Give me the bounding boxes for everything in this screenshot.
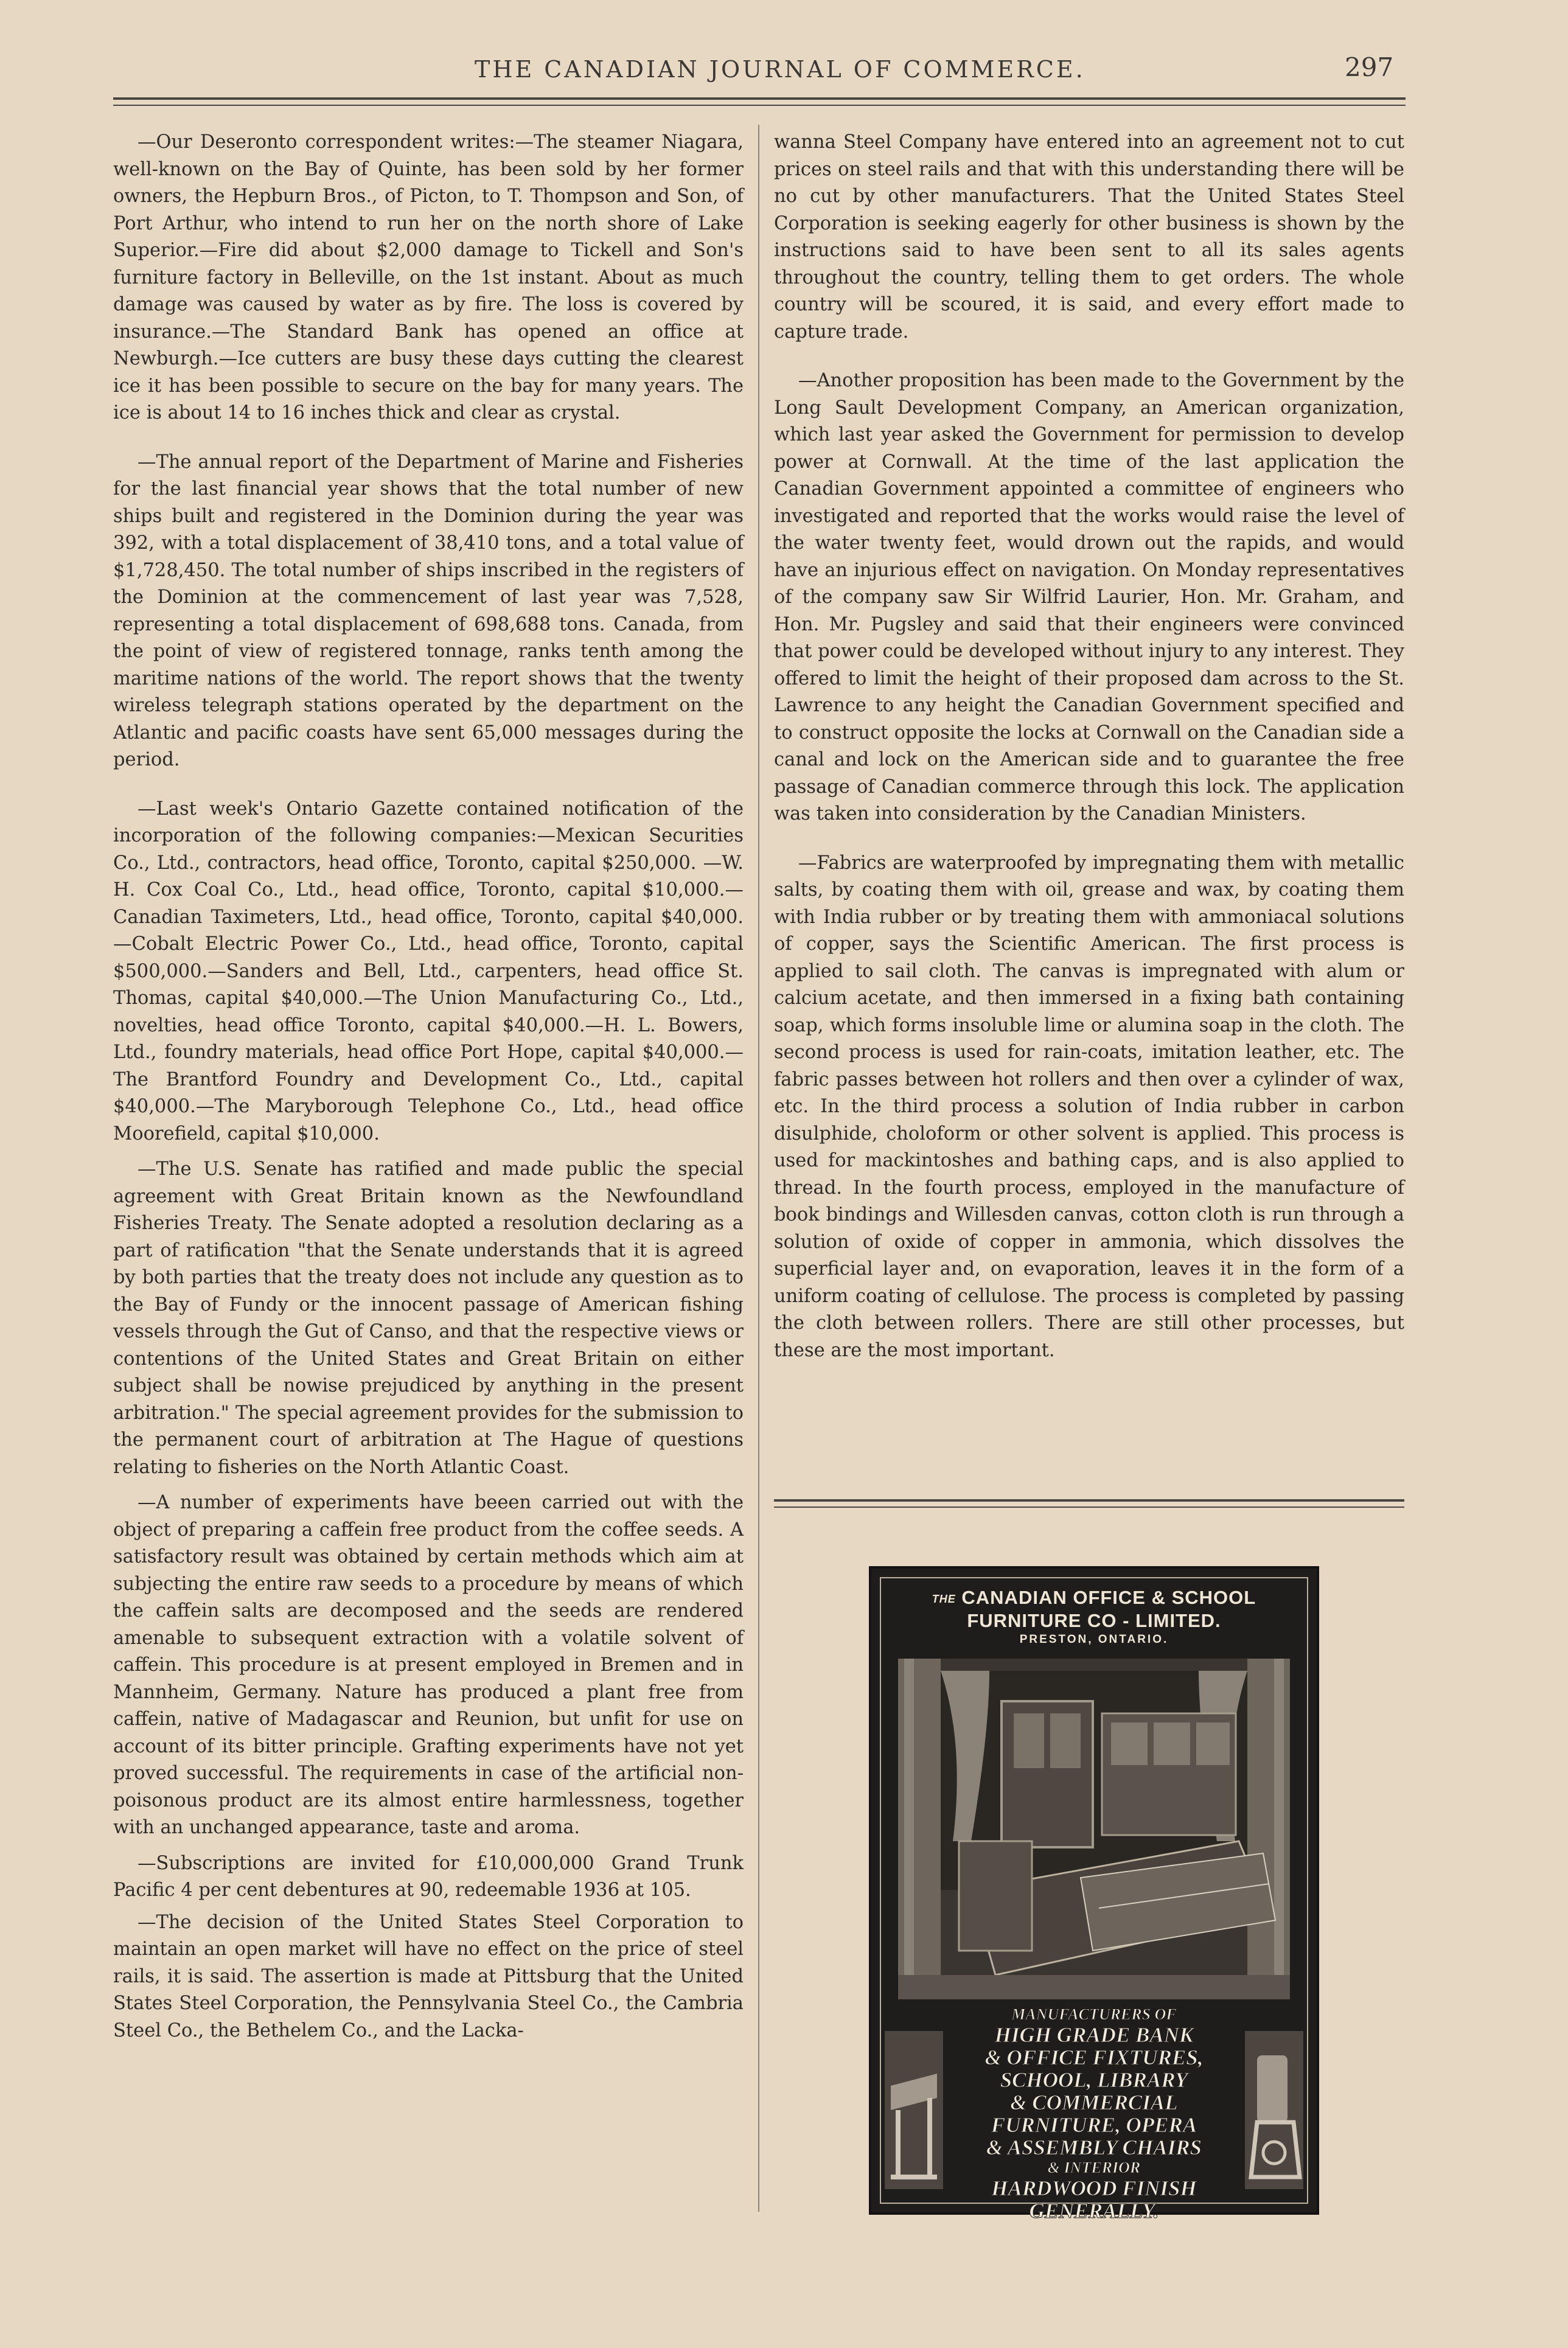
ad-line: MANUFACTURERS OF bbox=[1011, 2005, 1177, 2023]
ad-line: & ASSEMBLY CHAIRS bbox=[986, 2136, 1202, 2159]
ad-line: FURNITURE, OPERA bbox=[991, 2113, 1197, 2137]
ad-line: & OFFICE FIXTURES, bbox=[984, 2046, 1204, 2069]
column-divider bbox=[758, 125, 759, 2212]
header-rule-bottom bbox=[113, 105, 1406, 106]
article-grand-trunk: —Subscriptions are invited for £10,000,000 Grand Trunk Pacific 4 per cent debentures at 90, redeemable 1936 at 105. bbox=[113, 1852, 744, 1901]
showroom-illustration bbox=[898, 1659, 1290, 1999]
ad-company-line1: CANADIAN OFFICE & SCHOOL bbox=[961, 1587, 1256, 1608]
ad-location: PRESTON, ONTARIO. bbox=[1019, 1632, 1169, 1646]
header-rule-top bbox=[113, 97, 1406, 100]
article-ontario-gazette: —Last week's Ontario Gazette contained notification of the incorporation of the following companies:—Mexican Securities Co., Ltd., contractors, head office, Toronto, capital $250,000. —W. H. Cox Coal Co., Ltd., head office, Toronto, capital $10,000.—Canadian Taximeters, Ltd., head office, Toronto, capital $40,000.—Cobalt Electric Power Co., Ltd., head office, Toronto, capital $500,000.—Sanders and Bell, Ltd., carpenters, head office St. Thomas, capital $40,000.—The Union Manufacturing Co., Ltd., novelties, head office Toronto, capital $40,000.—H. L. Bowers, Ltd., foundry materials, head office Port Hope, capital $40,000.—The Brantford Foundry and Development Co., Ltd., capital $40,000.—The Maryborough Telephone Co., Ltd., head office Moorefield, capital $10,000. bbox=[113, 798, 744, 1144]
ad-line: & INTERIOR bbox=[1047, 2159, 1141, 2176]
ad-rule-top bbox=[774, 1499, 1404, 1502]
right-column bbox=[774, 129, 1404, 1386]
ad-product-list bbox=[915, 2005, 1273, 2222]
ad-company-line2: FURNITURE CO - LIMITED. bbox=[967, 1609, 1221, 1631]
article-caffein: —A number of experiments have beeen carried out with the object of preparing a caffein free product from the coffee seeds. A satisfactory result was obtained by certain methods which aim at subjecting the entire raw seeds to a procedure by means of which the caffein salts are decomposed and the seeds are rendered amenable to subsequent extraction with a volatile solvent of caffein. This procedure is at present employed in Bremen and in Mannheim, Germany. Nature has produced a plant free from caffein, native of Madagascar and Reunion, but unfit for use on account of its bitter principle. Grafting experiments have not yet proved successful. The requirements in case of the artificial non-poisonous product are its almost entire harmlessness, together with an unchanged appearance, taste and aroma. bbox=[113, 1492, 744, 1838]
article-marine-fisheries: —The annual report of the Department of Marine and Fisheries for the last financial year shows that the total number of new ships built and registered in the Dominion during the year was 392, with a total displacement of 38,410 tons, and a total value of $1,728,450. The total number of ships inscribed in the registers of the Dominion at the commencement of last year was 7,528, representing a total displacement of 698,688 tons. Canada, from the point of view of registered tonnage, ranks tenth among the maritime nations of the world. The report shows that the twenty wireless telegraph stations operated by the department on the Atlantic and pacific coasts have sent 65,000 messages during the period. bbox=[113, 451, 744, 770]
ad-company-prefix: THE bbox=[932, 1592, 956, 1605]
ad-line: HIGH GRADE BANK bbox=[994, 2023, 1194, 2047]
left-column bbox=[113, 129, 744, 2066]
furniture-advertisement bbox=[869, 1566, 1319, 2223]
ad-rule-bottom bbox=[774, 1507, 1404, 1508]
article-deseronto: —Our Deseronto correspondent writes:—The steamer Niagara, well-known on the Bay of Quinte, has been sold by her former owners, the Hepburn Bros., of Picton, to T. Thompson and Son, of Port Arthur, who intend to run her on the north shore of Lake Superior.—Fire did about $2,000 damage to Tickell and Son's furniture factory in Belleville, on the 1st instant. About as much damage was caused by water as by fire. The loss is covered by insurance.—The Standard Bank has opened an office at Newburgh.—Ice cutters are busy these days cutting the clearest ice it has been possible to secure on the bay for many years. The ice is about 14 to 16 inches thick and clear as crystal. bbox=[113, 131, 744, 423]
ad-header bbox=[896, 1587, 1292, 1646]
ad-line: SCHOOL, LIBRARY bbox=[1000, 2068, 1188, 2092]
ad-line: GENERALLY. bbox=[1029, 2199, 1159, 2223]
ad-line: HARDWOOD FINISH bbox=[991, 2176, 1197, 2200]
article-long-sault: —Another proposition has been made to the Government by the Long Sault Development Company, an American organization, which last year asked the Government for permission to develop power at Cornwall. At the time of the last application the Canadian Government appointed a committee of engineers who investigated and reported that the works would raise the level of the water twenty feet, would drown out the rapids, and would have an injurious effect on navigation. On Monday representatives of the company saw Sir Wilfrid Laurier, Hon. Mr. Graham, and Hon. Mr. Pugsley and said that their engineers were convinced that power could be developed without injury to any interest. They offered to limit the height of their proposed dam across to the St. Lawrence to any height the Canadian Government specified and to construct opposite the locks at Cornwall on the Canadian side a canal and lock on the American side and to guarantee the free passage of Canadian commerce through this lock. The application was taken into consideration by the Canadian Ministers. bbox=[774, 370, 1404, 824]
article-waterproof-fabrics: —Fabrics are waterproofed by impregnating them with metallic salts, by coating them with oil, grease and wax, by coating them with India rubber or by treating them with ammoniacal solutions of copper, says the Scientific American. The first process is applied to sail cloth. The canvas is impregnated with alum or calcium acetate, and then immersed in a fixing bath containing soap, which forms insoluble lime or alumina soap in the cloth. The second process is used for rain-coats, imitation leather, etc. The fabric passes between hot rollers and then over a cylinder of wax, etc. In the third process a solution of India rubber in carbon disulphide, choloform or other solvent is applied. This process is used for mackintoshes and bathing caps, and is also applied to thread. In the fourth process, employed in the manufacture of book bindings and Willesden canvas, cotton cloth is run through a solution of oxide of copper in ammonia, which dissolves the superficial layer and, on evaporation, leaves it in the form of a uniform coating of cellulose. The process is completed by passing the cloth between rollers. There are still other processes, but these are the most important. bbox=[774, 852, 1404, 1361]
article-steel-corporation: —The decision of the United States Steel Corporation to maintain an open market will have no effect on the price of steel rails, it is said. The assertion is made at Pittsburg that the United States Steel Corporation, the Pennsylvania Steel Co., the Cambria Steel Co., the Bethelem Co., and the Lacka- bbox=[113, 1911, 744, 2041]
journal-title: THE CANADIAN JOURNAL OF COMMERCE. bbox=[475, 56, 1085, 83]
ad-line: & COMMERCIAL bbox=[1010, 2091, 1178, 2114]
article-fisheries-treaty: —The U.S. Senate has ratified and made public the special agreement with Great Britain known as the Newfoundland Fisheries Treaty. The Senate adopted a resolution declaring as a part of ratification "that the Senate understands that it is agreed by both parties that the treaty does not include any question as to the Bay of Fundy or the innocent passage of American fishing vessels through the Gut of Canso, and that the respective views or contentions of the United States and Great Britain on either subject shall be nowise prejudiced by anything in the present arbitration." The special agreement provides for the submission to the permanent court of arbitration at The Hague of questions relating to fisheries on the North Atlantic Coast. bbox=[113, 1158, 744, 1478]
page-number: 297 bbox=[1345, 52, 1394, 82]
article-steel-continued: wanna Steel Company have entered into an agreement not to cut prices on steel rails and that with this understanding there will be no cut by other manufacturers. That the United States Steel Corporation is seeking eagerly for other business is shown by the instructions said to have been sent to all its sales agents throughout the country, telling them to get orders. The whole country will be scoured, it is said, and every effort made to capture trade. bbox=[774, 131, 1404, 343]
